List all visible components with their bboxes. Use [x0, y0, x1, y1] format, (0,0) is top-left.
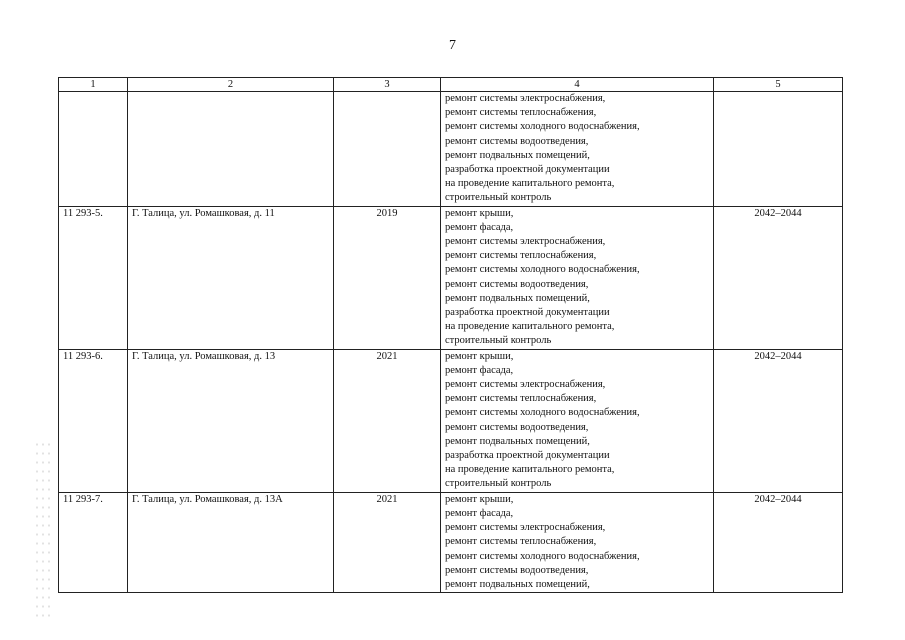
row-year — [334, 92, 441, 207]
column-header-2: 2 — [128, 78, 334, 92]
work-item: строительный контроль — [445, 335, 552, 347]
row-number: 11 293-5. — [59, 206, 128, 349]
work-item: ремонт системы водоотведения, — [445, 421, 589, 433]
work-item: ремонт системы теплоснабжения, — [445, 393, 597, 405]
work-item: ремонт системы теплоснабжения, — [445, 250, 597, 262]
work-item: ремонт системы электроснабжения, — [445, 522, 606, 534]
row-year: 2021 — [334, 492, 441, 592]
row-period: 2042–2044 — [714, 349, 843, 492]
table-row — [59, 206, 843, 349]
column-header-4: 4 — [441, 78, 714, 92]
column-header-1: 1 — [59, 78, 128, 92]
row-address: Г. Талица, ул. Ромашковая, д. 11 — [128, 206, 334, 349]
work-item: на проведение капитального ремонта, — [445, 464, 615, 476]
work-item: на проведение капитального ремонта, — [445, 321, 615, 333]
work-item: ремонт подвальных помещений, — [445, 578, 590, 590]
row-period: 2042–2044 — [714, 492, 843, 592]
work-item: разработка проектной документации — [445, 307, 610, 319]
column-header-5: 5 — [714, 78, 843, 92]
work-item: ремонт системы водоотведения, — [445, 135, 589, 147]
table-row — [59, 349, 843, 492]
work-item: строительный контроль — [445, 478, 552, 490]
table-row — [59, 92, 843, 207]
work-item: ремонт системы холодного водоснабжения, — [445, 121, 640, 133]
work-item: ремонт системы теплоснабжения, — [445, 536, 597, 548]
row-works — [441, 492, 714, 592]
row-year: 2021 — [334, 349, 441, 492]
scan-margin-specks — [34, 440, 54, 620]
work-item: ремонт подвальных помещений, — [445, 149, 590, 161]
work-item: разработка проектной документации — [445, 450, 610, 462]
work-item: разработка проектной документации — [445, 164, 610, 176]
work-item: ремонт системы холодного водоснабжения, — [445, 407, 640, 419]
work-item: ремонт фасада, — [445, 221, 514, 233]
work-item: ремонт фасада, — [445, 364, 514, 376]
table-body — [59, 92, 843, 593]
row-works — [441, 92, 714, 207]
work-item: ремонт системы водоотведения, — [445, 564, 589, 576]
work-item: ремонт крыши, — [445, 350, 514, 362]
work-item: ремонт системы теплоснабжения, — [445, 107, 597, 119]
column-header-3: 3 — [334, 78, 441, 92]
work-item: ремонт крыши, — [445, 493, 514, 505]
table-header — [59, 78, 843, 92]
row-number — [59, 92, 128, 207]
work-item: ремонт системы холодного водоснабжения, — [445, 550, 640, 562]
table-row — [59, 492, 843, 592]
header-row — [59, 78, 843, 92]
row-address: Г. Талица, ул. Ромашковая, д. 13А — [128, 492, 334, 592]
work-item: ремонт фасада, — [445, 507, 514, 519]
work-item: ремонт подвальных помещений, — [445, 435, 590, 447]
row-number: 11 293-6. — [59, 349, 128, 492]
page-number: 7 — [449, 38, 456, 53]
row-period: 2042–2044 — [714, 206, 843, 349]
work-item: ремонт крыши, — [445, 207, 514, 219]
row-address — [128, 92, 334, 207]
work-item: строительный контроль — [445, 192, 552, 204]
work-item: ремонт системы электроснабжения, — [445, 93, 606, 104]
work-item: ремонт подвальных помещений, — [445, 292, 590, 304]
work-item: ремонт системы холодного водоснабжения, — [445, 264, 640, 276]
work-item: ремонт системы водоотведения, — [445, 278, 589, 290]
row-year: 2019 — [334, 206, 441, 349]
row-works — [441, 206, 714, 349]
work-item: ремонт системы электроснабжения, — [445, 236, 606, 248]
row-number: 11 293-7. — [59, 492, 128, 592]
row-address: Г. Талица, ул. Ромашковая, д. 13 — [128, 349, 334, 492]
repair-schedule-table — [58, 77, 843, 593]
row-period — [714, 92, 843, 207]
work-item: на проведение капитального ремонта, — [445, 178, 615, 190]
row-works — [441, 349, 714, 492]
work-item: ремонт системы электроснабжения, — [445, 379, 606, 391]
